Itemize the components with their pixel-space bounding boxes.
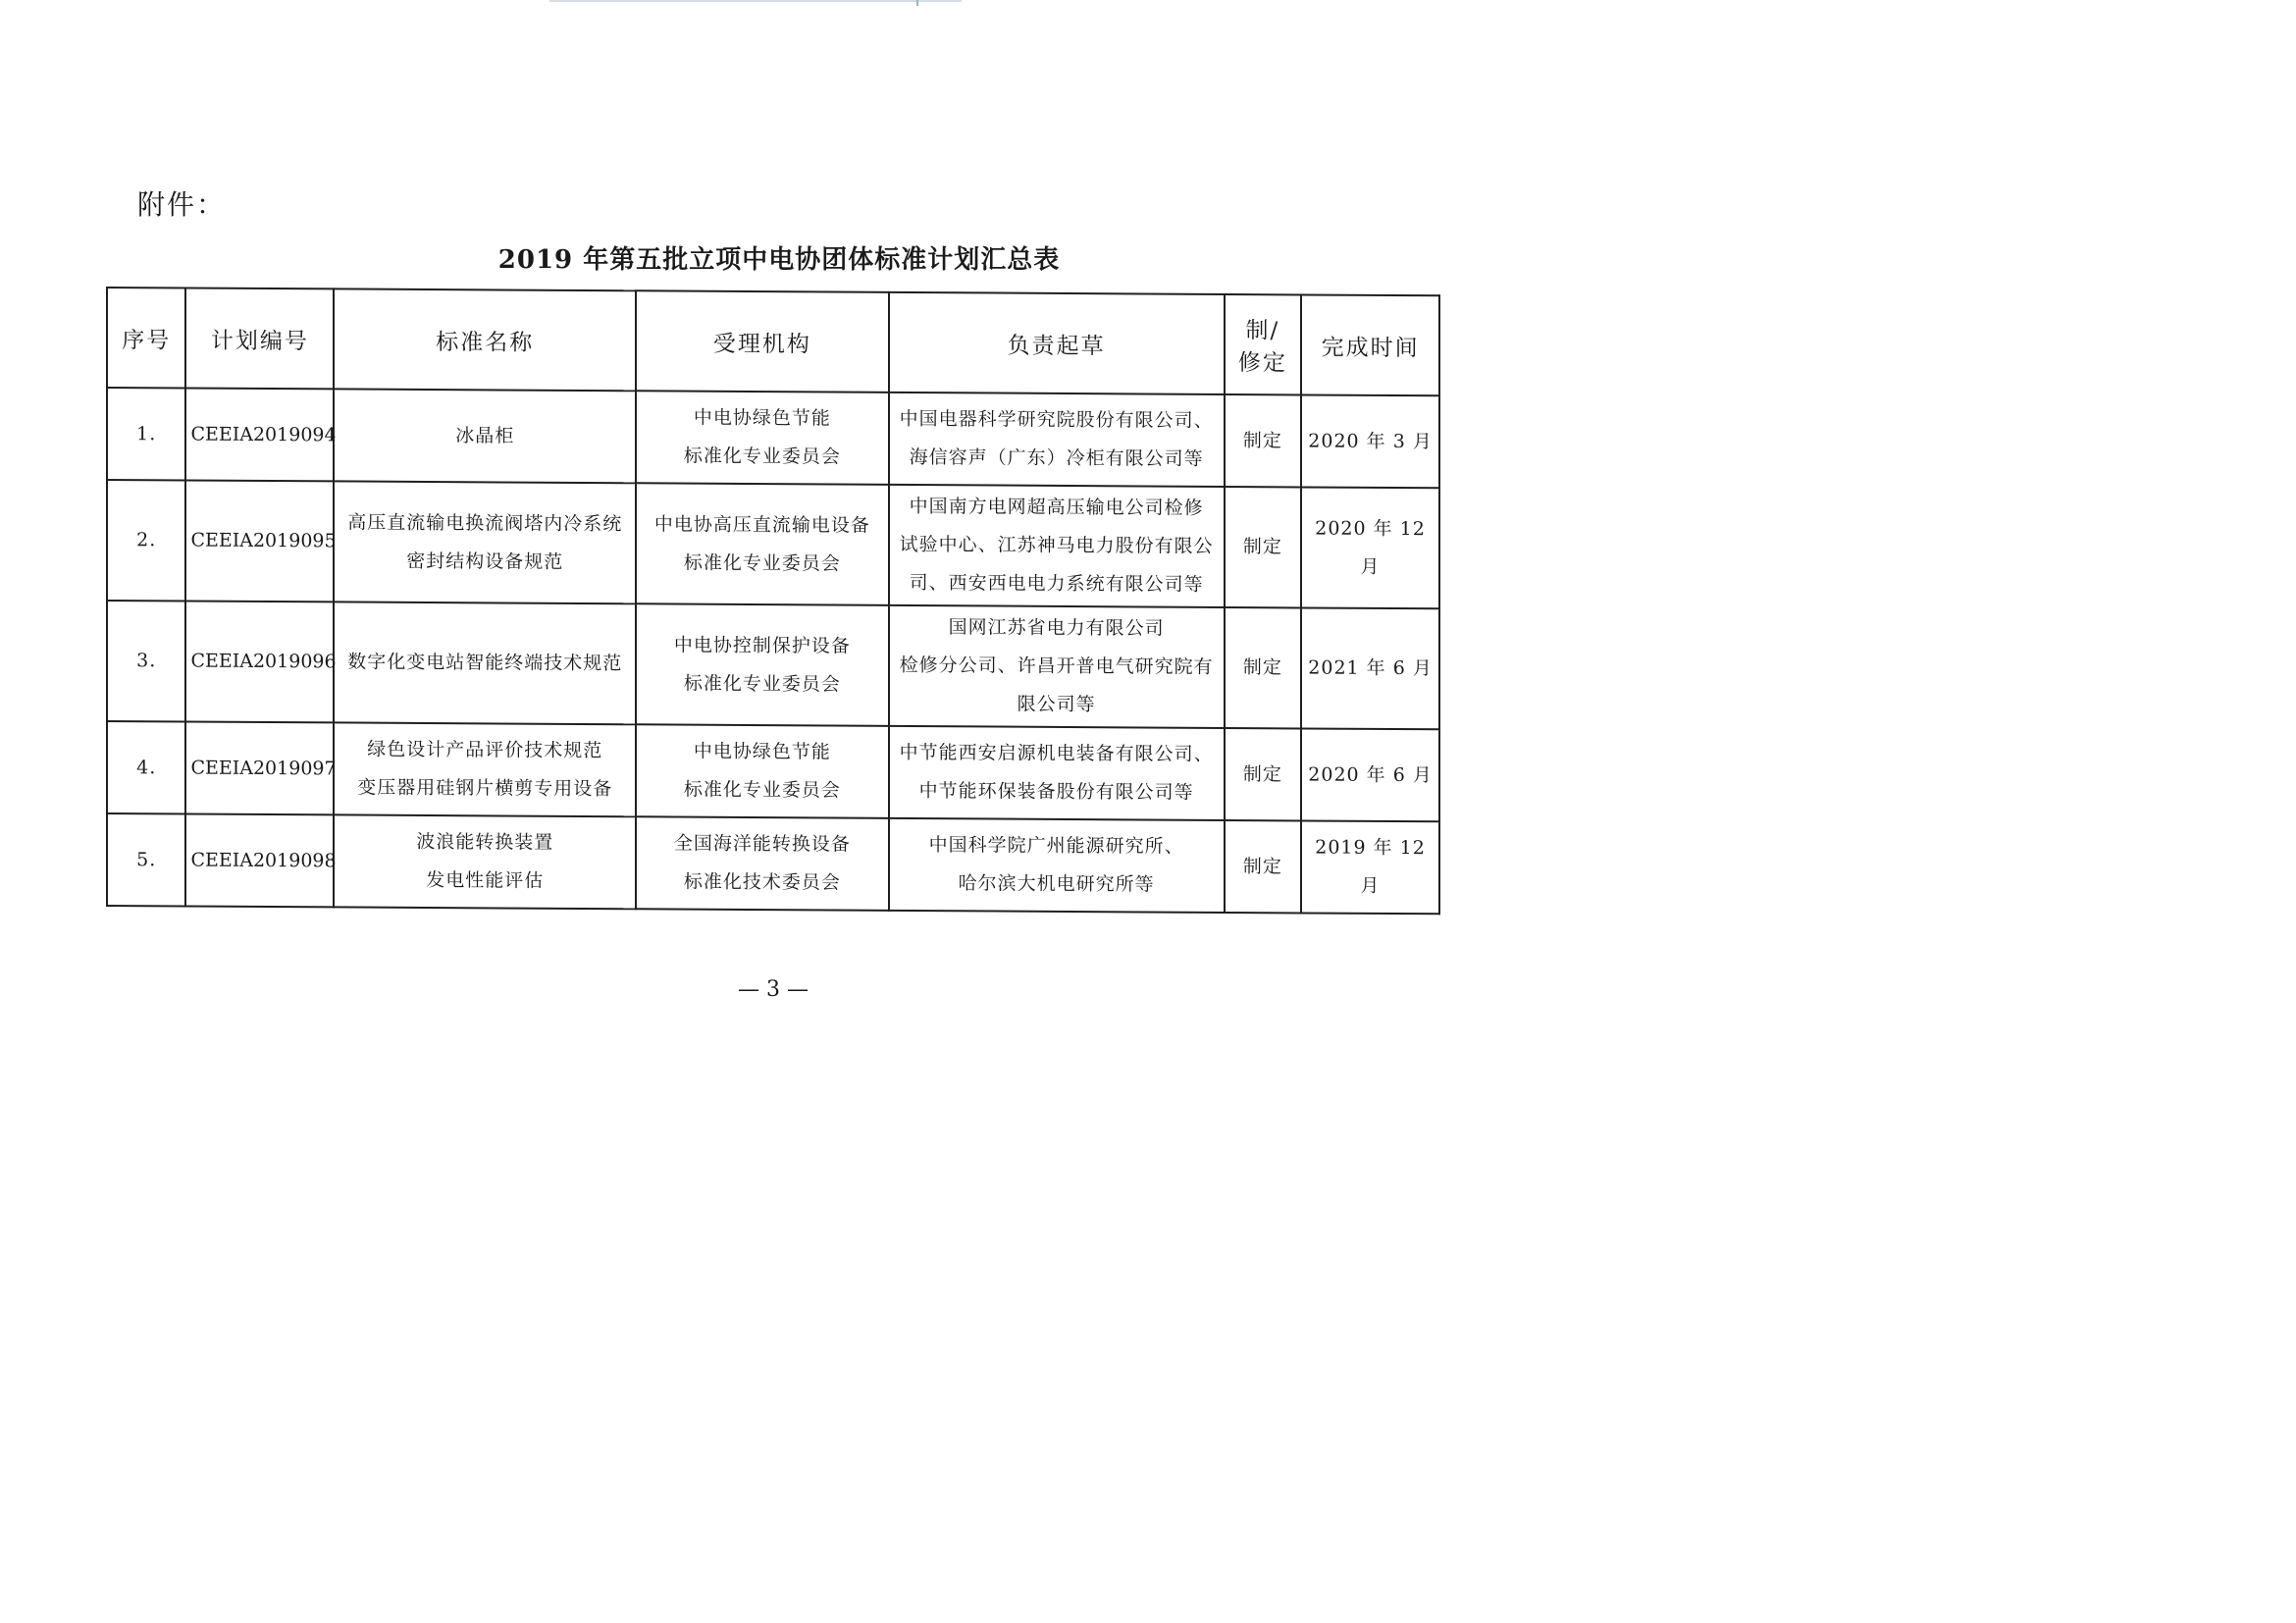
cell-org-line: 中电协控制保护设备 xyxy=(673,634,851,657)
header-name: 标准名称 xyxy=(334,288,636,391)
table-row xyxy=(107,721,1439,821)
cell-code: CEEIA2019097 xyxy=(185,721,334,814)
header-time: 完成时间 xyxy=(1301,294,1439,395)
cell-no: 3. xyxy=(107,601,185,721)
cell-org xyxy=(636,816,889,911)
header-code: 计划编号 xyxy=(185,288,334,389)
cell-name-line: 变压器用硅钢片横剪专用设备 xyxy=(357,776,613,801)
cell-org-line: 中电协绿色节能 xyxy=(693,740,831,763)
header-type xyxy=(1225,294,1301,394)
cell-type: 制定 xyxy=(1225,820,1301,913)
cell-org-line: 标准化专业委员会 xyxy=(683,672,841,696)
cell-drafter-line: 国网江苏省电力有限公司 xyxy=(948,616,1165,640)
cell-drafter-line: 试验中心、江苏神马电力股份有限公 xyxy=(899,533,1214,557)
table-row xyxy=(107,813,1439,914)
cell-drafter xyxy=(889,726,1225,820)
cell-org-line: 中电协高压直流输电设备 xyxy=(653,512,870,537)
cell-type: 制定 xyxy=(1225,394,1301,487)
cell-no: 5. xyxy=(107,813,185,906)
cell-type: 制定 xyxy=(1225,728,1301,820)
standards-table-wrapper xyxy=(106,287,1440,915)
cell-org xyxy=(636,391,889,485)
cell-time: 2020 年 12 月 xyxy=(1301,487,1439,608)
cell-org xyxy=(636,603,889,726)
scan-mark xyxy=(916,0,918,6)
cell-org-line: 中电协绿色节能 xyxy=(693,406,831,430)
cell-time: 2019 年 12 月 xyxy=(1301,820,1439,914)
header-no: 序号 xyxy=(107,288,185,388)
cell-name xyxy=(334,814,636,909)
header-type-line2: 修定 xyxy=(1237,350,1287,377)
cell-drafter xyxy=(889,485,1225,607)
cell-org-line: 标准化技术委员会 xyxy=(683,870,841,894)
cell-drafter-line: 中节能环保装备股份有限公司等 xyxy=(918,780,1194,804)
cell-name xyxy=(334,722,636,816)
cell-name-line: 数字化变电站智能终端技术规范 xyxy=(347,651,623,675)
cell-org xyxy=(636,483,889,605)
cell-code: CEEIA2019098 xyxy=(185,813,334,907)
cell-time: 2020 年 6 月 xyxy=(1301,728,1439,821)
scan-edge-line xyxy=(549,0,962,2)
cell-code: CEEIA2019094 xyxy=(185,388,334,481)
cell-drafter-line: 司、西安西电电力系统有限公司等 xyxy=(909,572,1204,596)
cell-drafter-line: 海信容声（广东）冷柜有限公司等 xyxy=(909,446,1204,470)
header-type-line1: 制/ xyxy=(1245,318,1280,344)
cell-drafter-line: 检修分公司、许昌开普电气研究院有 xyxy=(899,654,1214,678)
cell-drafter-line: 中国南方电网超高压输电公司检修 xyxy=(909,496,1204,519)
header-org: 受理机构 xyxy=(636,290,889,393)
page-number: — 3 — xyxy=(738,977,809,1002)
attachment-label: 附件： xyxy=(137,188,227,221)
cell-type: 制定 xyxy=(1225,607,1301,728)
cell-name xyxy=(334,602,636,724)
cell-code: CEEIA2019096 xyxy=(185,601,334,722)
cell-name xyxy=(334,389,636,483)
cell-org-line: 全国海洋能转换设备 xyxy=(673,832,851,856)
table-row xyxy=(107,601,1439,729)
header-drafter: 负责起草 xyxy=(889,292,1225,394)
cell-code: CEEIA2019095 xyxy=(185,480,334,602)
document-title: 2019 年第五批立项中电协团体标准计划汇总表 xyxy=(497,245,1061,275)
standards-table xyxy=(106,287,1440,915)
cell-drafter-line: 中节能西安启源机电装备有限公司、 xyxy=(899,741,1214,765)
cell-no: 4. xyxy=(107,721,185,813)
cell-name xyxy=(334,481,636,603)
cell-name-line: 冰晶柜 xyxy=(455,424,515,447)
cell-drafter-line: 哈尔滨大机电研究所等 xyxy=(958,872,1155,896)
cell-drafter xyxy=(889,393,1225,487)
cell-no: 1. xyxy=(107,388,185,480)
table-row xyxy=(107,480,1439,608)
cell-name-line: 发电性能评估 xyxy=(426,868,545,892)
cell-drafter-line: 中国科学院广州能源研究所、 xyxy=(928,834,1184,858)
cell-drafter-line: 限公司等 xyxy=(1017,693,1096,716)
cell-type: 制定 xyxy=(1225,487,1301,607)
cell-name-line: 高压直流输电换流阀塔内冷系统 xyxy=(347,511,623,535)
cell-drafter xyxy=(889,818,1225,913)
cell-name-line: 绿色设计产品评价技术规范 xyxy=(367,738,603,762)
table-row xyxy=(107,388,1439,488)
cell-time: 2020 年 3 月 xyxy=(1301,394,1439,488)
table-header-row xyxy=(107,288,1439,395)
cell-name-line: 密封结构设备规范 xyxy=(406,550,564,573)
cell-no: 2. xyxy=(107,480,185,601)
cell-drafter xyxy=(889,605,1225,728)
cell-time: 2021 年 6 月 xyxy=(1301,607,1439,729)
cell-name-line: 波浪能转换装置 xyxy=(416,830,554,854)
cell-org-line: 标准化专业委员会 xyxy=(683,778,841,802)
cell-drafter-line: 中国电器科学研究院股份有限公司、 xyxy=(899,407,1214,432)
cell-org-line: 标准化专业委员会 xyxy=(683,551,841,575)
cell-org-line: 标准化专业委员会 xyxy=(683,445,841,468)
cell-org xyxy=(636,724,889,818)
